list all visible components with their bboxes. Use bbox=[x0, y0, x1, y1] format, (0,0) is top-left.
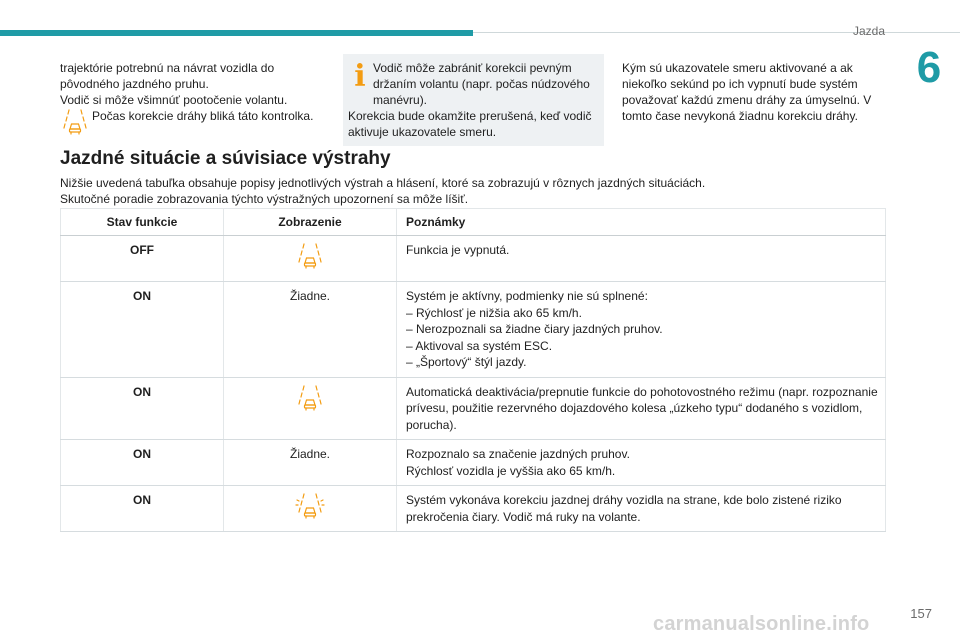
warning-lamp-text: Počas korekcie dráhy bliká táto kontrolka. bbox=[92, 109, 314, 123]
column-header-notes: Poznámky bbox=[397, 209, 886, 236]
header-divider bbox=[473, 32, 960, 33]
notes-cell bbox=[397, 282, 886, 378]
notes-cell bbox=[397, 236, 886, 282]
note-line: – Nerozpoznali sa žiadne čiary jazdných pruhov. bbox=[406, 322, 663, 336]
page-number: 157 bbox=[910, 606, 932, 621]
column-left bbox=[60, 60, 332, 136]
column-header-display: Zobrazenie bbox=[224, 209, 397, 236]
note-line: – Aktivoval sa systém ESC. bbox=[406, 338, 553, 353]
note-line: Rozpoznalo sa značenie jazdných pruhov. bbox=[406, 447, 630, 461]
notes-cell bbox=[397, 377, 886, 440]
note-line: – „Športový“ štýl jazdy. bbox=[406, 355, 527, 369]
column-right bbox=[622, 60, 884, 124]
table-row bbox=[61, 440, 886, 486]
display-cell: Žiadne. bbox=[224, 440, 397, 486]
state-cell: ON bbox=[61, 440, 224, 486]
state-cell: ON bbox=[61, 282, 224, 378]
intro-line: Nižšie uvedená tabuľka obsahuje popisy jednotlivých výstrah a hlásení, ktoré sa zobrazujú v rôznych jazdných situáciách. bbox=[60, 176, 706, 190]
table-row bbox=[61, 377, 886, 440]
table-header-row bbox=[61, 209, 886, 236]
note-line: Systém je aktívny, podmienky nie sú splnené: bbox=[406, 289, 648, 303]
info-box bbox=[343, 54, 604, 146]
table-row bbox=[61, 282, 886, 378]
state-cell: ON bbox=[61, 486, 224, 532]
lane-keep-correcting-icon bbox=[295, 492, 325, 520]
paragraph: Vodič si môže všimnúť pootočenie volantu. bbox=[60, 93, 288, 107]
watermark: carmanualsonline.info bbox=[653, 613, 870, 635]
section-heading: Jazdné situácie a súvisiace výstrahy bbox=[60, 148, 391, 169]
paragraph: trajektórie potrebnú na návrat vozidla do pôvodného jazdného pruhu. bbox=[60, 61, 275, 91]
lane-keep-warning-icon bbox=[60, 108, 90, 136]
info-text-2: Korekcia bude okamžite prerušená, keď vodič aktivuje ukazovatele smeru. bbox=[348, 109, 592, 139]
chapter-number: 6 bbox=[916, 43, 942, 92]
warning-lamp-note bbox=[60, 108, 332, 136]
lane-keep-off-icon bbox=[295, 242, 325, 270]
table-row bbox=[61, 236, 886, 282]
paragraph: Kým sú ukazovatele smeru aktivované a ak niekoľko sekúnd po ich vypnutí bude systém považovať každú zmenu dráhy za úmyselnú. V tomto čase nevykoná žiadnu korekciu dráhy. bbox=[622, 61, 872, 123]
section-name: Jazda bbox=[852, 24, 885, 38]
display-cell: Žiadne. bbox=[224, 282, 397, 378]
note-line: Systém vykonáva korekciu jazdnej dráhy vozidla na strane, kde bolo zistené riziko prekročenia čiary. Vodič má ruky na volante. bbox=[406, 493, 842, 524]
info-text-1: Vodič môže zabrániť korekcii pevným držaním volantu (napr. počas núdzového manévru). bbox=[373, 61, 590, 107]
display-cell bbox=[224, 236, 397, 282]
state-cell: ON bbox=[61, 377, 224, 440]
state-cell: OFF bbox=[61, 236, 224, 282]
lane-keep-standby-icon bbox=[295, 384, 325, 412]
alerts-table bbox=[60, 208, 886, 532]
table-row bbox=[61, 486, 886, 532]
info-icon: i bbox=[354, 59, 366, 94]
display-cell bbox=[224, 377, 397, 440]
chapter-color-bar bbox=[0, 30, 473, 36]
section-intro bbox=[60, 175, 890, 207]
notes-cell bbox=[397, 486, 886, 532]
column-header-state: Stav funkcie bbox=[61, 209, 224, 236]
note-line: Rýchlosť vozidla je vyššia ako 65 km/h. bbox=[406, 463, 616, 478]
display-cell bbox=[224, 486, 397, 532]
note-line: Funkcia je vypnutá. bbox=[406, 243, 510, 257]
notes-cell bbox=[397, 440, 886, 486]
note-line: – Rýchlosť je nižšia ako 65 km/h. bbox=[406, 305, 582, 320]
intro-line: Skutočné poradie zobrazovania týchto výstražných upozornení sa môže líšiť. bbox=[60, 192, 469, 206]
note-line: Automatická deaktivácia/prepnutie funkcie do pohotovostného režimu (napr. rozpoznanie prívesu, použitie rezervného dojazdového kolesa „úzkeho typu“ dodaného s vozidlom, porucha). bbox=[406, 384, 878, 432]
